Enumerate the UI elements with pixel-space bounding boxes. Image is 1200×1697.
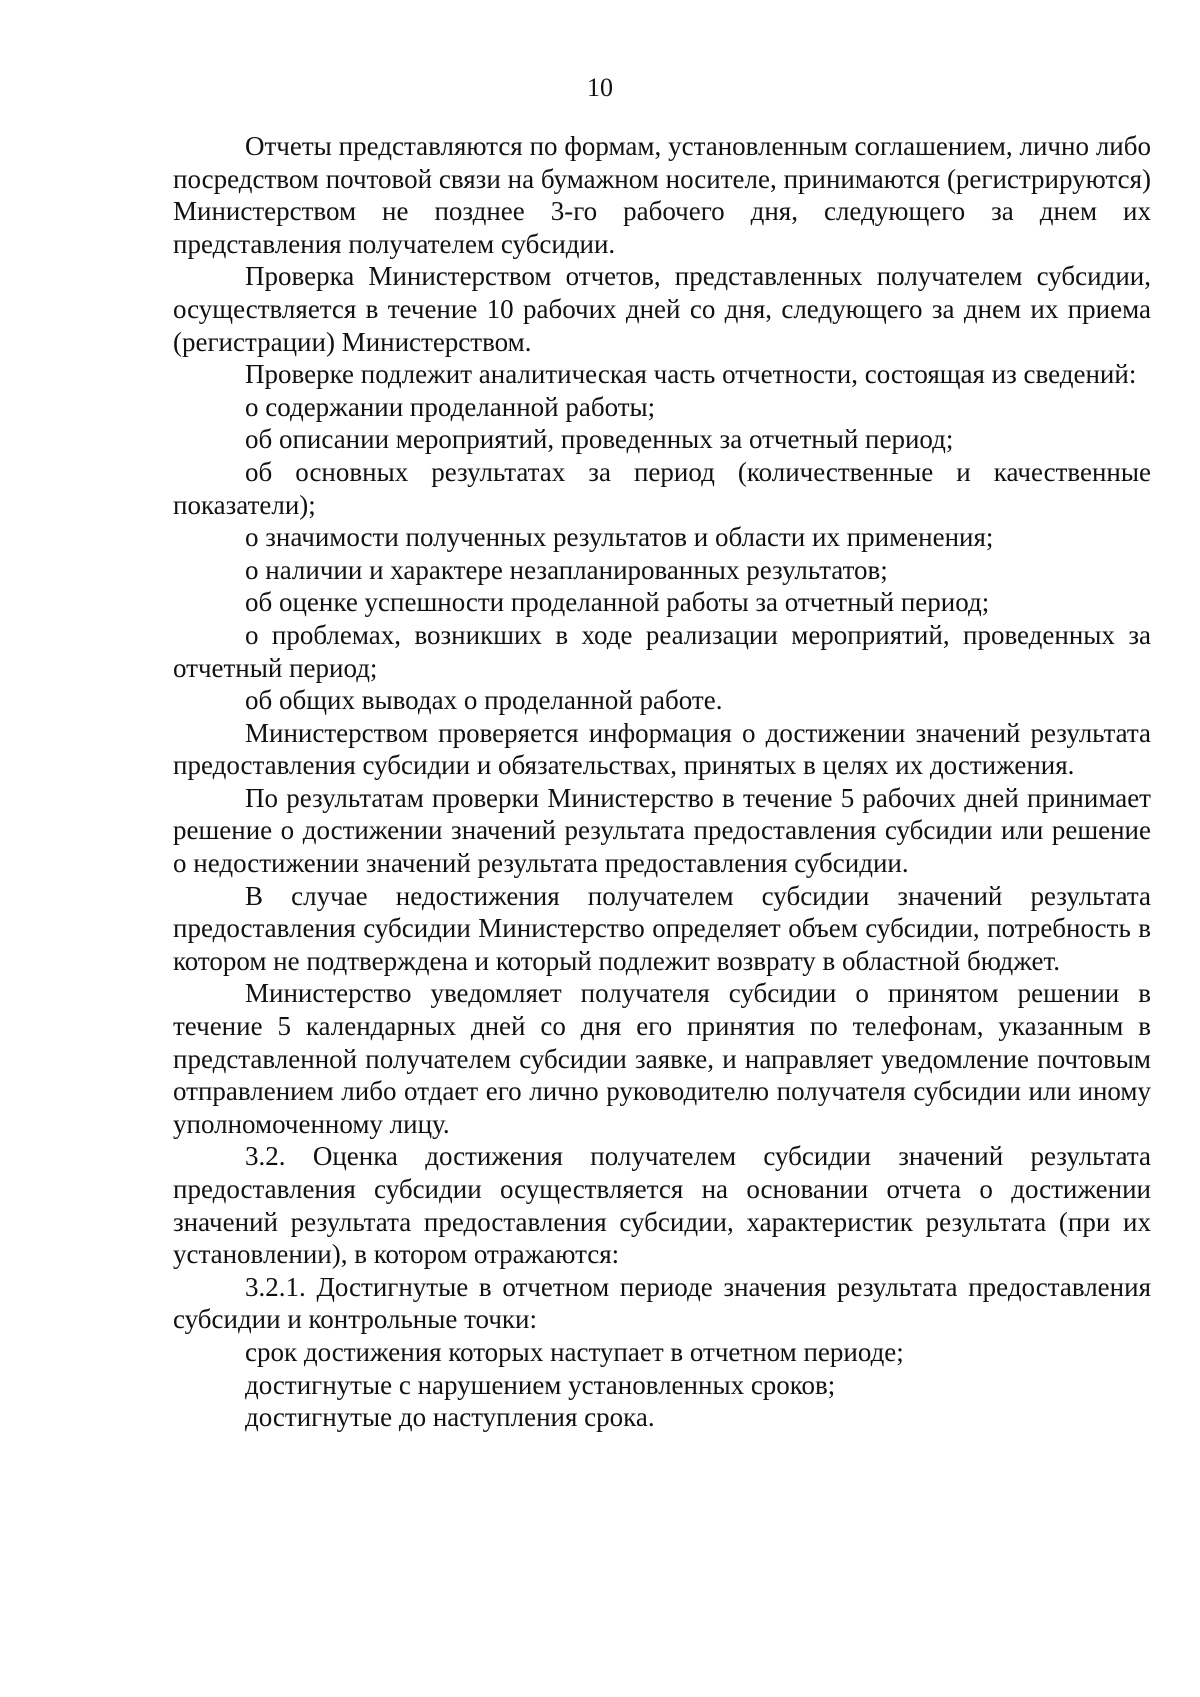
- list-item: о содержании проделанной работы;: [245, 391, 656, 422]
- paragraph: Проверке подлежит аналитическая часть отчетности, состоящая из сведений:: [245, 359, 1137, 390]
- section-3-2-1-paragraph: 3.2.1. Достигнутые в отчетном периоде значения результата предоставления субсидии и контрольные точки:: [173, 1271, 1151, 1335]
- list-item: срок достижения которых наступает в отчетном периоде;: [245, 1336, 904, 1367]
- paragraph: Отчеты представляются по формам, установленным соглашением, лично либо посредством почтовой связи на бумажном носителе, принимаются (регистрируются) Министерством не позднее 3-го рабочего дня, следующего за днем их представления получателем субсидии.: [173, 131, 1151, 259]
- paragraph: Министерство уведомляет получателя субсидии о принятом решении в течение 5 календарных дней со дня его принятия по телефонам, указанным в представленной получателем субсидии заявке, и направляет уведомление почтовым отправлением либо отдает его лично руководителю получателя субсидии или иному уполномоченному лицу.: [173, 978, 1151, 1139]
- section-3-2-paragraph: 3.2. Оценка достижения получателем субсидии значений результата предоставления субсидии осуществляется на основании отчета о достижении значений результата предоставления субсидии, характеристик результата (при их установлении), в котором отражаются:: [173, 1141, 1151, 1270]
- list-item: о наличии и характере незапланированных результатов;: [245, 554, 888, 585]
- list-item: о проблемах, возникших в ходе реализации мероприятий, проведенных за отчетный период;: [173, 619, 1151, 683]
- list-item: об основных результатах за период (количественные и качественные показатели);: [173, 456, 1151, 520]
- list-item: об описании мероприятий, проведенных за отчетный период;: [245, 424, 954, 455]
- list-item: об оценке успешности проделанной работы за отчетный период;: [245, 587, 990, 618]
- paragraph: Проверка Министерством отчетов, представленных получателем субсидии, осуществляется в течение 10 рабочих дней со дня, следующего за днем их приема (регистрации) Министерством.: [173, 261, 1151, 357]
- list-item: достигнутые до наступления срока.: [245, 1402, 655, 1433]
- page-number: 10: [587, 73, 613, 102]
- list-item: об общих выводах о проделанной работе.: [245, 685, 723, 716]
- paragraph: Министерством проверяется информация о достижении значений результата предоставления субсидии и обязательствах, принятых в целях их достижения.: [173, 717, 1151, 781]
- list-item: о значимости полученных результатов и области их применения;: [245, 522, 994, 553]
- paragraph: В случае недостижения получателем субсидии значений результата предоставления субсидии Министерство определяет объем субсидии, потребность в котором не подтверждена и который подлежит возврату в областной бюджет.: [173, 880, 1151, 976]
- document-body: [173, 130, 1151, 1434]
- paragraph: По результатам проверки Министерство в течение 5 рабочих дней принимает решение о достижении значений результата предоставления субсидии или решение о недостижении значений результата предоставления субсидии.: [173, 782, 1151, 879]
- list-item: достигнутые с нарушением установленных сроков;: [245, 1369, 836, 1400]
